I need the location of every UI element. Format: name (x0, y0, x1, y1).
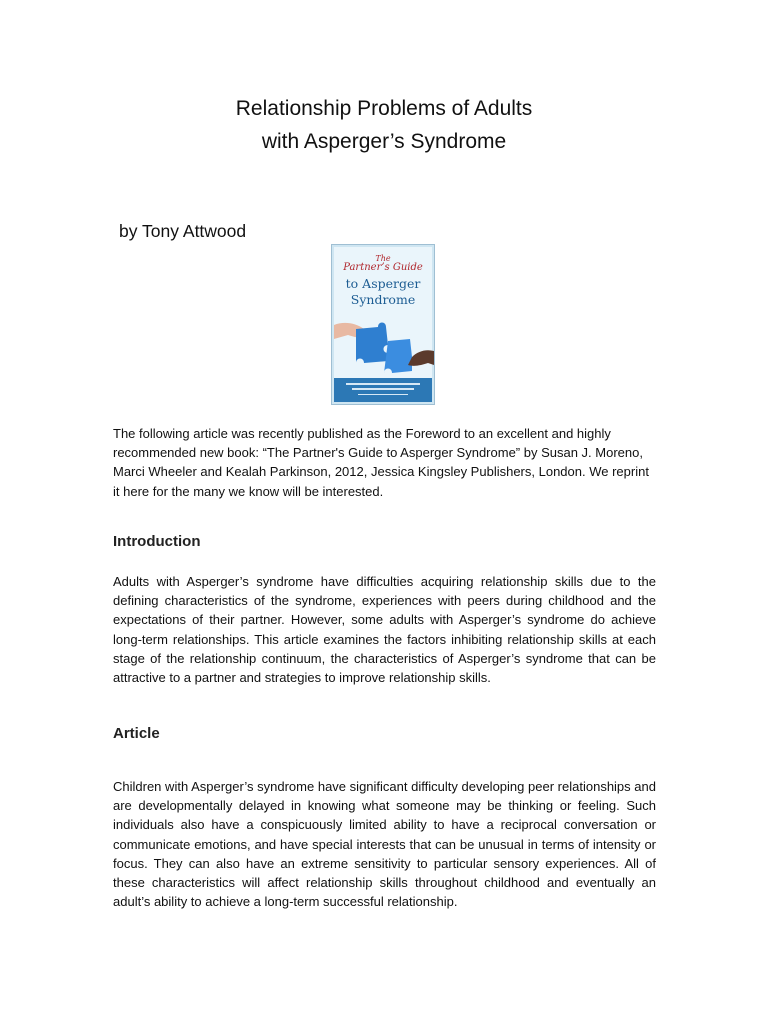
intro-paragraph: The following article was recently published as the Foreword to an excellent and highly recommended new book: “The Partner's Guide to Asperger Syndrome” by Susan J. Moreno, Marci Wheeler and Kealah Parkinson, 2012, Jessica Kingsley Publishers, London. We reprint it here for the many we know will be interested. (113, 426, 649, 499)
author-byline: by Tony Attwood (119, 221, 247, 241)
heading-introduction: Introduction (113, 533, 201, 550)
cover-author-band (334, 378, 432, 402)
book-cover-image (331, 244, 435, 405)
cover-title-the: The (375, 254, 391, 263)
title-line-2: with Asperger’s Syndrome (261, 130, 507, 153)
puzzle-piece-left (356, 323, 388, 364)
title-line-1: Relationship Problems of Adults (235, 97, 533, 120)
document-title (0, 92, 768, 158)
puzzle-piece-right (384, 339, 417, 373)
introduction-body: Adults with Asperger’s syndrome have difficulties acquiring relationship skills due to the defining characteristics of the syndrome, experiences with peers during childhood and the expectations of their partner. However, some adults with Asperger’s syndrome do achieve long-term relationships. This article examines the factors inhibiting relationship skills at each stage of the relationship continuum, the characteristics of Asperger’s syndrome that can be attractive to a partner and strategies to improve relationship skills. (113, 574, 656, 686)
cover-title-line-3: Syndrome (350, 292, 416, 307)
article-body: Children with Asperger’s syndrome have significant difficulty developing peer relationships and are developmentally delayed in knowing what someone may be thinking or feeling. Such individuals also have a conspicuously limited ability to have a reciprocal conversation or communicate emotions, and have special interests that can be unusual in terms of intensity or focus. They can also have an extreme sensitivity to particular sensory experiences. All of these characteristics will affect relationship skills throughout childhood and eventually an adult’s ability to achieve a long-term successful relationship. (113, 779, 656, 910)
cover-title-line-2: to Asperger (345, 276, 421, 291)
cover-title-line-1: Partner’s Guide (343, 262, 423, 273)
heading-article: Article (113, 725, 160, 742)
right-hand (408, 350, 434, 366)
puzzle-hands-illustration (334, 311, 434, 377)
